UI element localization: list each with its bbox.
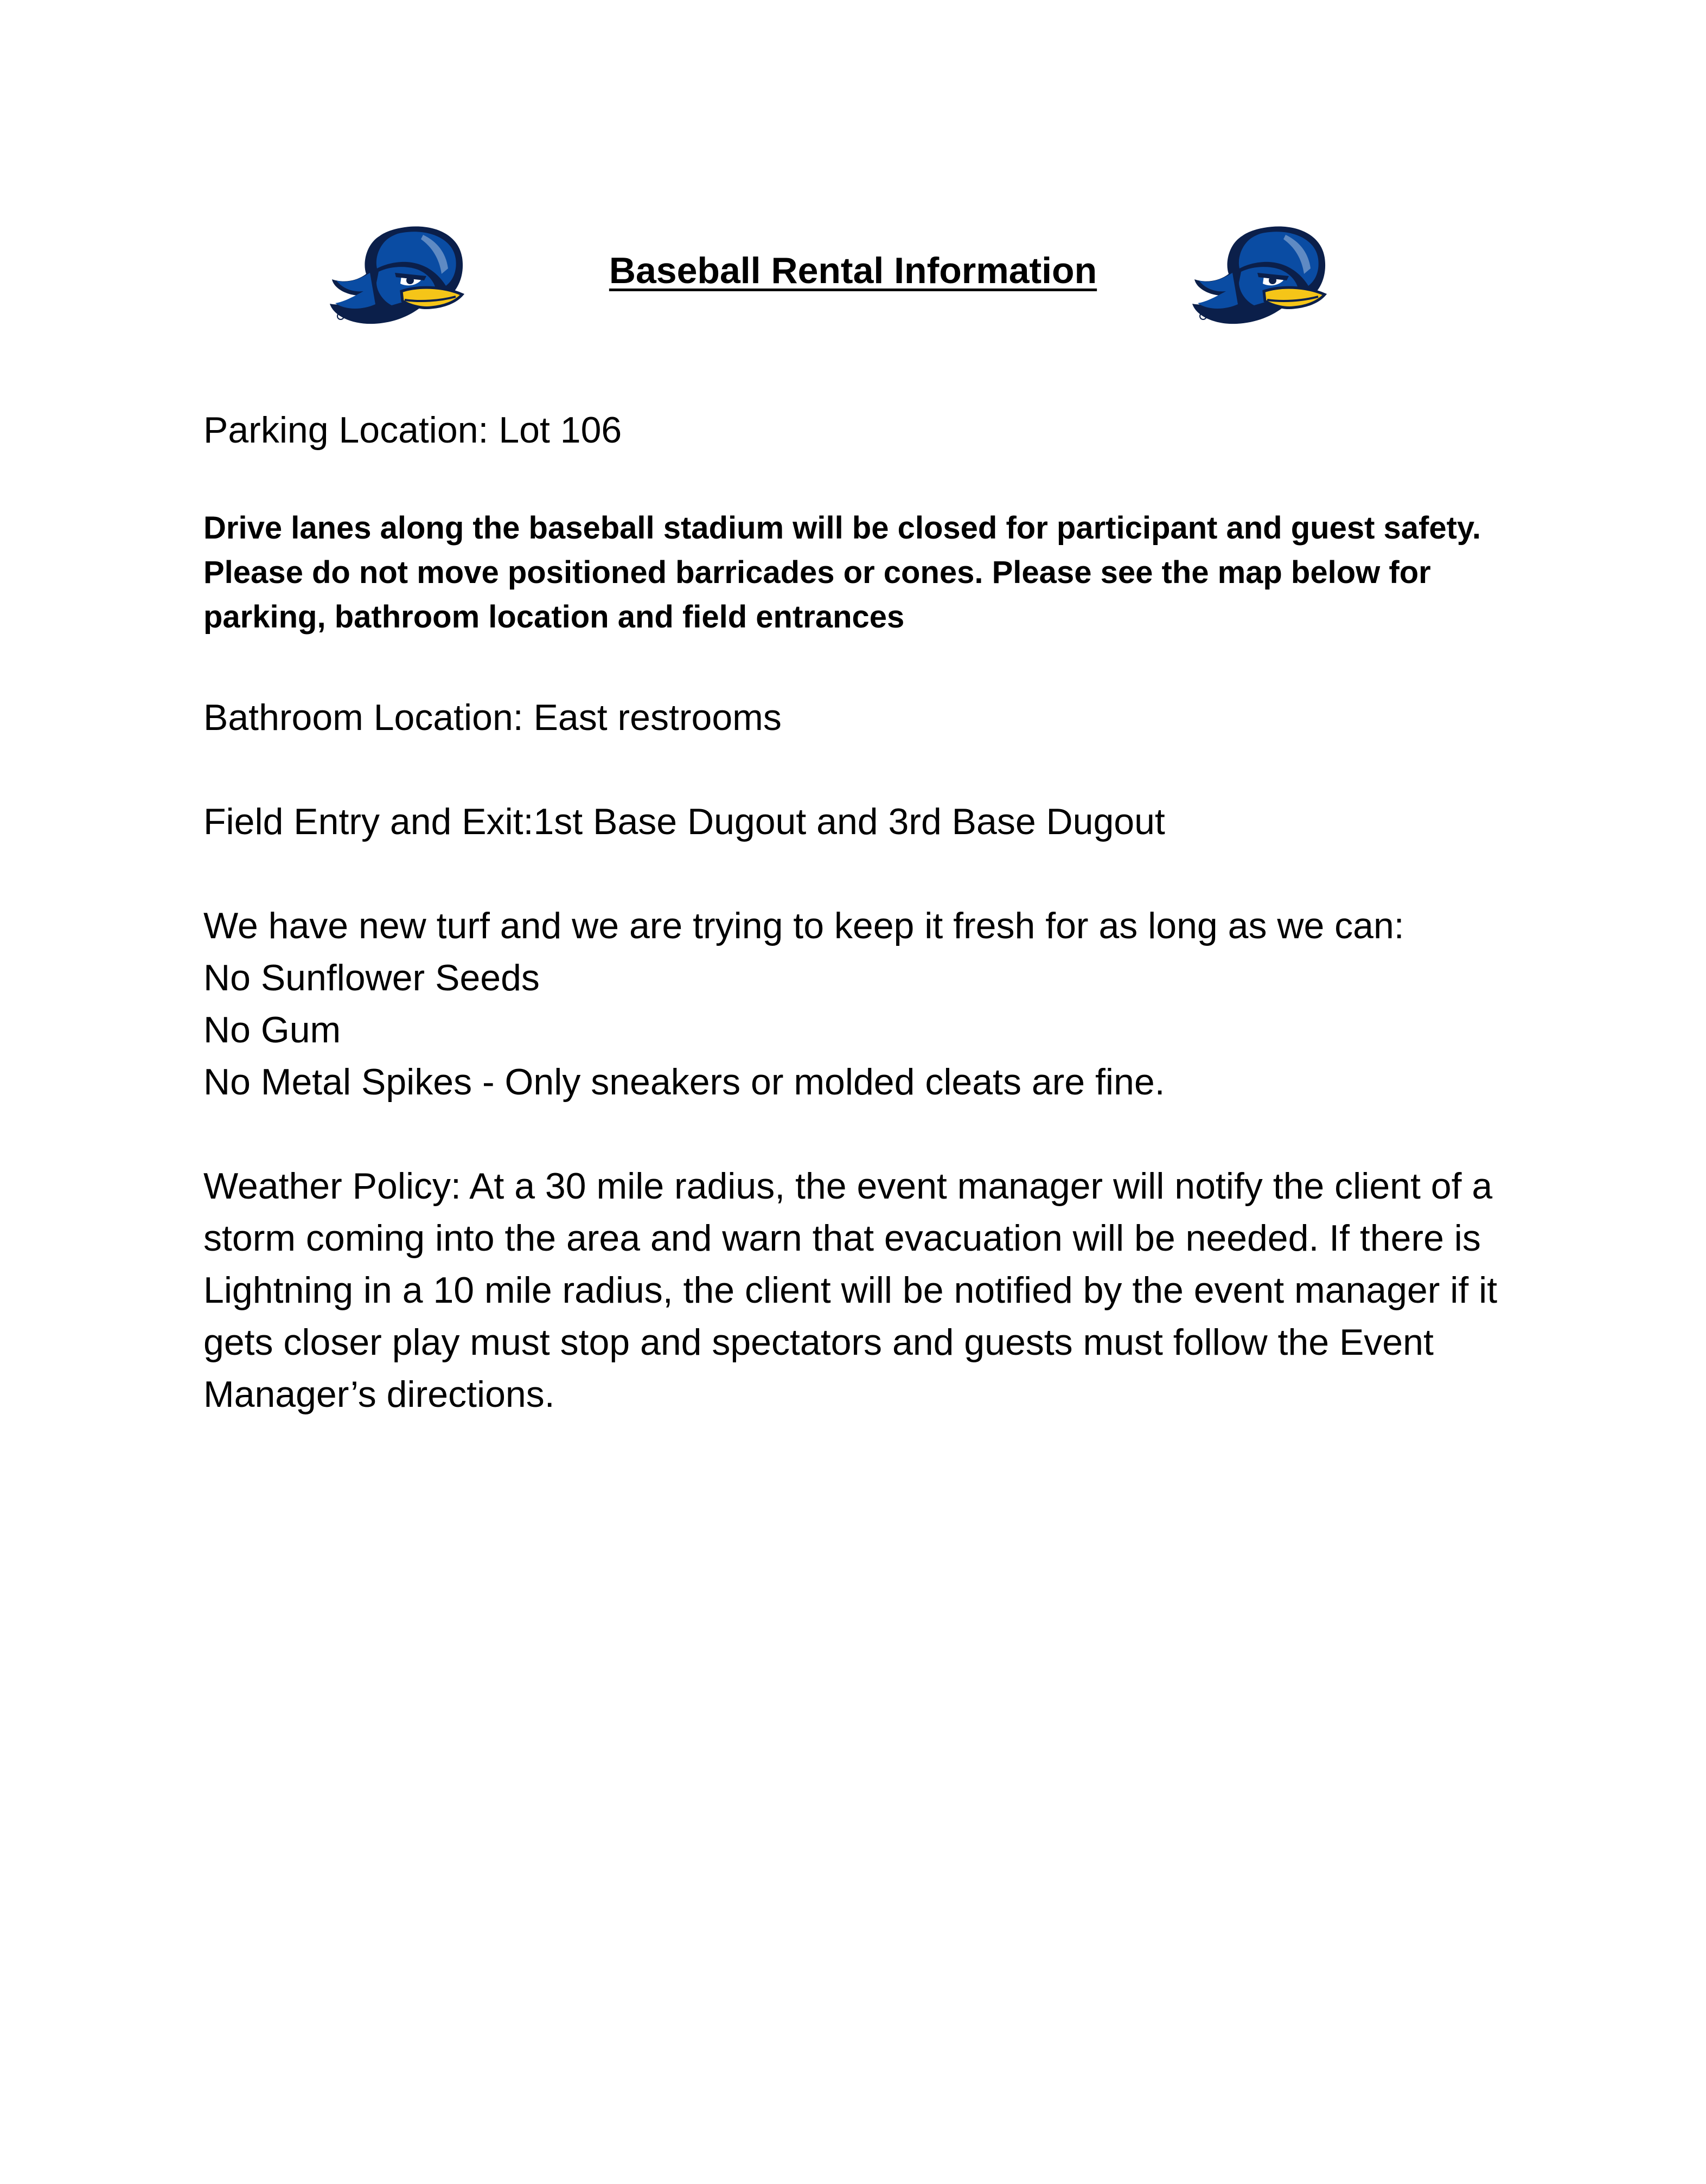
field-entry-exit: Field Entry and Exit:1st Base Dugout and 3rd Base Dugout xyxy=(203,801,1165,842)
bathroom-location: Bathroom Location: East restrooms xyxy=(203,697,782,738)
document-body xyxy=(203,404,1516,1420)
weather-policy: Weather Policy: At a 30 mile radius, the event manager will notify the client of a storm coming into the area and warn that evacuation will be needed. If there is Lightning in a 10 mile radius, the client will be notified by the event manager if it gets closer play must stop and spectators and guests must follow the Event Manager’s directions. xyxy=(203,1165,1498,1415)
rule-item: No Gum xyxy=(203,1009,341,1051)
page-title: Baseball Rental Information xyxy=(609,250,1097,291)
drive-lanes-notice: Drive lanes along the baseball stadium will be closed for participant and guest safety. Please do not move positioned barricades or cones. Please see the map below for parking, bathroom location and field entrances xyxy=(203,510,1481,635)
turf-intro: We have new turf and we are trying to keep it fresh for as long as we can: xyxy=(203,905,1404,946)
parking-location: Parking Location: Lot 106 xyxy=(203,409,622,451)
blue-hen-mascot-icon xyxy=(1183,220,1340,328)
rule-item: No Sunflower Seeds xyxy=(203,957,540,998)
rule-item: No Metal Spikes - Only sneakers or molded cleats are fine. xyxy=(203,1061,1165,1103)
